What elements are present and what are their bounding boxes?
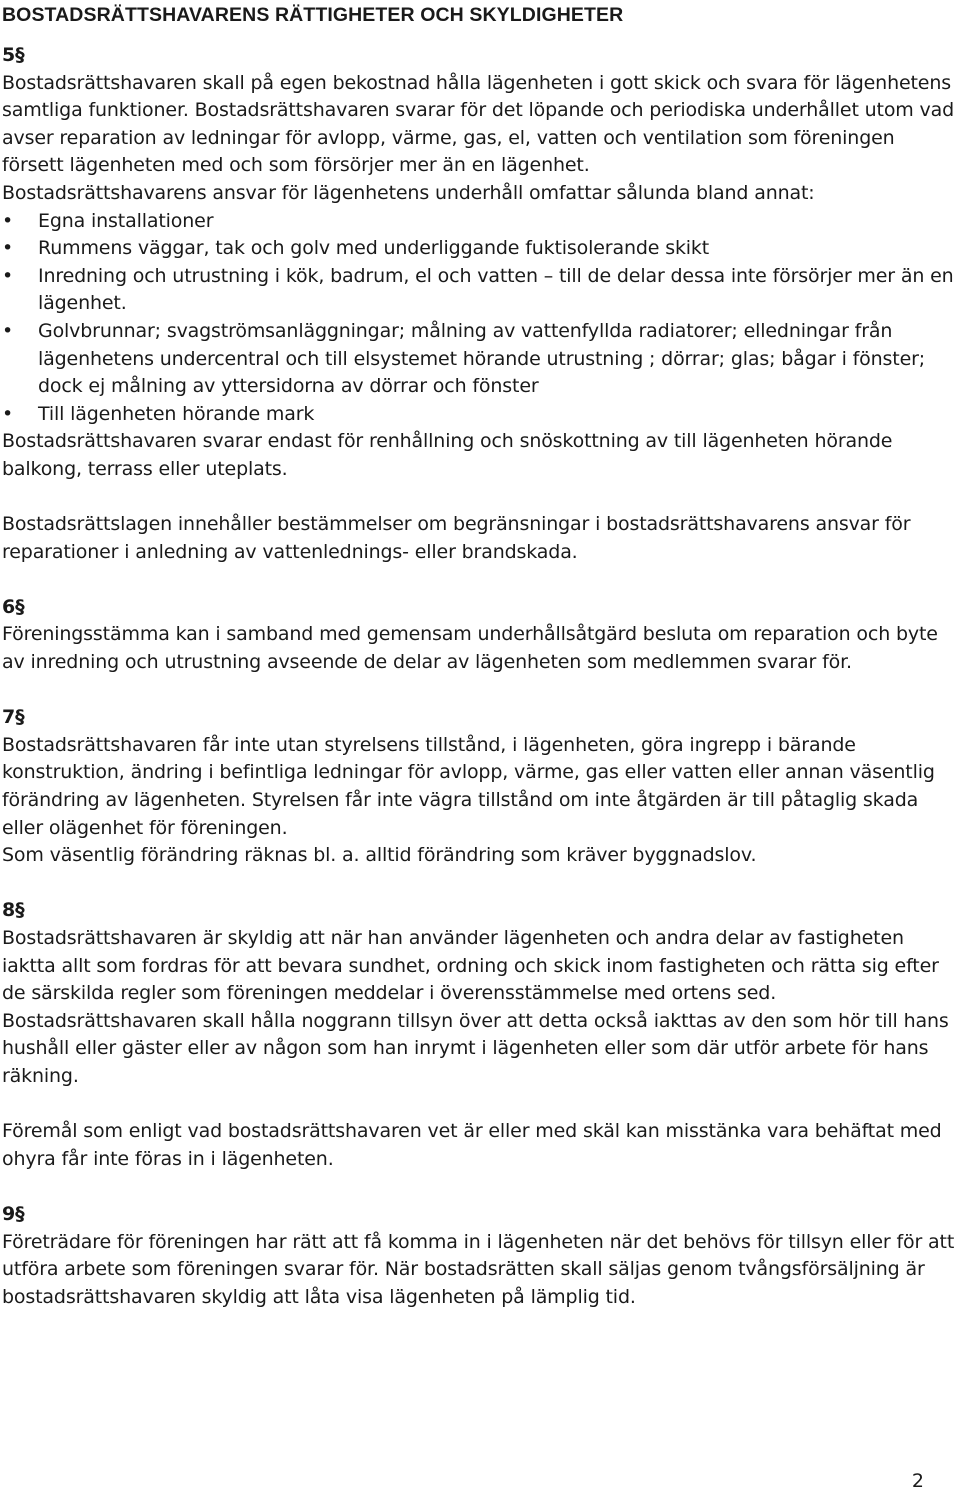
- spacer: [2, 1173, 958, 1201]
- bullet-icon: •: [2, 402, 14, 425]
- paragraph: Företrädare för föreningen har rätt att få komma in i lägenheten när det behövs för tillsyn eller för att utföra arbete som föreningen svarar för. När bostadsrätten skall säljas genom tvångsförsäljning är bostadsrättshavaren skyldig att låta visa lägenheten på lämplig tid.: [2, 1230, 955, 1308]
- paragraph: Bostadsrättslagen innehåller bestämmelser om begränsningar i bostadsrättshavarens ansvar för reparationer i anledning av vattenlednings- eller brandskada.: [2, 513, 911, 563]
- list-item-text: Rummens väggar, tak och golv med underliggande fuktisolerande skikt: [38, 237, 710, 260]
- section-9: [2, 1201, 958, 1311]
- section-heading: 9§: [2, 1202, 25, 1225]
- list-item-text: Golvbrunnar; svagströmsanläggningar; målning av vattenfyllda radiatorer; elledningar från lägenhetens undercentral och till elsystemet hörande utrustning ; dörrar; glas; bågar i fönster; dock ej målning av yttersidorna av dörrar och fönster: [38, 319, 926, 398]
- spacer: [2, 484, 958, 512]
- paragraph: Bostadsrättshavaren svarar endast för renhållning och snöskottning av till lägenheten hörande balkong, terrass eller uteplats.: [2, 430, 893, 480]
- paragraph: Bostadsrättshavaren skall på egen bekostnad hålla lägenheten i gott skick och svara för lägenhetens samtliga funktioner. Bostadsrättshavaren svarar för det löpande och periodiska underhållet utom vad avser reparation av ledningar för avlopp, värme, gas, el, vatten och ventilation som föreningen försett lägenheten med och som försörjer mer än en lägenhet.: [2, 71, 955, 177]
- bullet-list: [2, 208, 958, 429]
- list-item: [2, 263, 958, 318]
- page-number: 2: [911, 1470, 924, 1492]
- spacer: [2, 566, 958, 594]
- paragraph: Bostadsrättshavaren får inte utan styrelsens tillstånd, i lägenheten, göra ingrepp i bärande konstruktion, ändring i befintliga ledningar för avlopp, värme, gas eller vatten eller annan väsentlig förändring av lägenheten. Styrelsen får inte vägra tillstånd om inte åtgärden är till påtaglig skada eller olägenhet för föreningen.: [2, 733, 935, 839]
- list-item: [2, 208, 958, 236]
- bullet-icon: •: [2, 319, 14, 342]
- spacer: [2, 870, 958, 898]
- section-5: [2, 42, 958, 566]
- spacer: [2, 677, 958, 705]
- section-heading: 6§: [2, 595, 25, 618]
- list-item-text: Inredning och utrustning i kök, badrum, el och vatten – till de delar dessa inte försörjer mer än en lägenhet.: [38, 264, 954, 315]
- paragraph: Föreningsstämma kan i samband med gemensam underhållsåtgärd besluta om reparation och byte av inredning och utrustning avseende de delar av lägenheten som medlemmen svarar för.: [2, 623, 938, 674]
- section-8: [2, 897, 958, 1173]
- section-heading: 5§: [2, 44, 25, 66]
- list-item: [2, 235, 958, 263]
- bullet-icon: •: [2, 237, 14, 260]
- list-item: [2, 318, 958, 401]
- list-item-text: Till lägenheten hörande mark: [38, 402, 315, 425]
- bullet-icon: •: [2, 264, 14, 287]
- list-item-text: Egna installationer: [38, 209, 214, 232]
- document-title: BOSTADSRÄTTSHAVARENS RÄTTIGHETER OCH SKYLDIGHETER: [2, 4, 624, 26]
- spacer: [2, 29, 958, 42]
- section-heading: 7§: [2, 706, 25, 729]
- section-7: [2, 704, 958, 870]
- bullet-icon: •: [2, 209, 14, 232]
- spacer: [2, 1091, 958, 1119]
- document-page: [2, 0, 958, 1311]
- list-item: [2, 401, 958, 429]
- paragraph: Bostadsrättshavaren är skyldig att när han använder lägenheten och andra delar av fastigheten iaktta allt som fordras för att bevara sundhet, ordning och skick inom fastigheten och rätta sig efter de särskilda regler som föreningen meddelar i överensstämmelse med ortens sed. Bostadsrättshavaren skall hålla noggrann tillsyn över att detta också iakttas av den som hör till hans hushåll eller gäster eller av någon som han inrymt i lägenheten eller som där utför arbete för hans räkning.: [2, 927, 949, 1087]
- section-heading: 8§: [2, 899, 25, 922]
- section-6: [2, 594, 958, 677]
- paragraph: Bostadsrättshavarens ansvar för lägenhetens underhåll omfattar sålunda bland annat:: [2, 181, 815, 204]
- paragraph: Föremål som enligt vad bostadsrättshavaren vet är eller med skäl kan misstänka vara behäftat med ohyra får inte föras in i lägenheten.: [2, 1120, 942, 1170]
- paragraph: Som väsentlig förändring räknas bl. a. alltid förändring som kräver byggnadslov.: [2, 844, 757, 867]
